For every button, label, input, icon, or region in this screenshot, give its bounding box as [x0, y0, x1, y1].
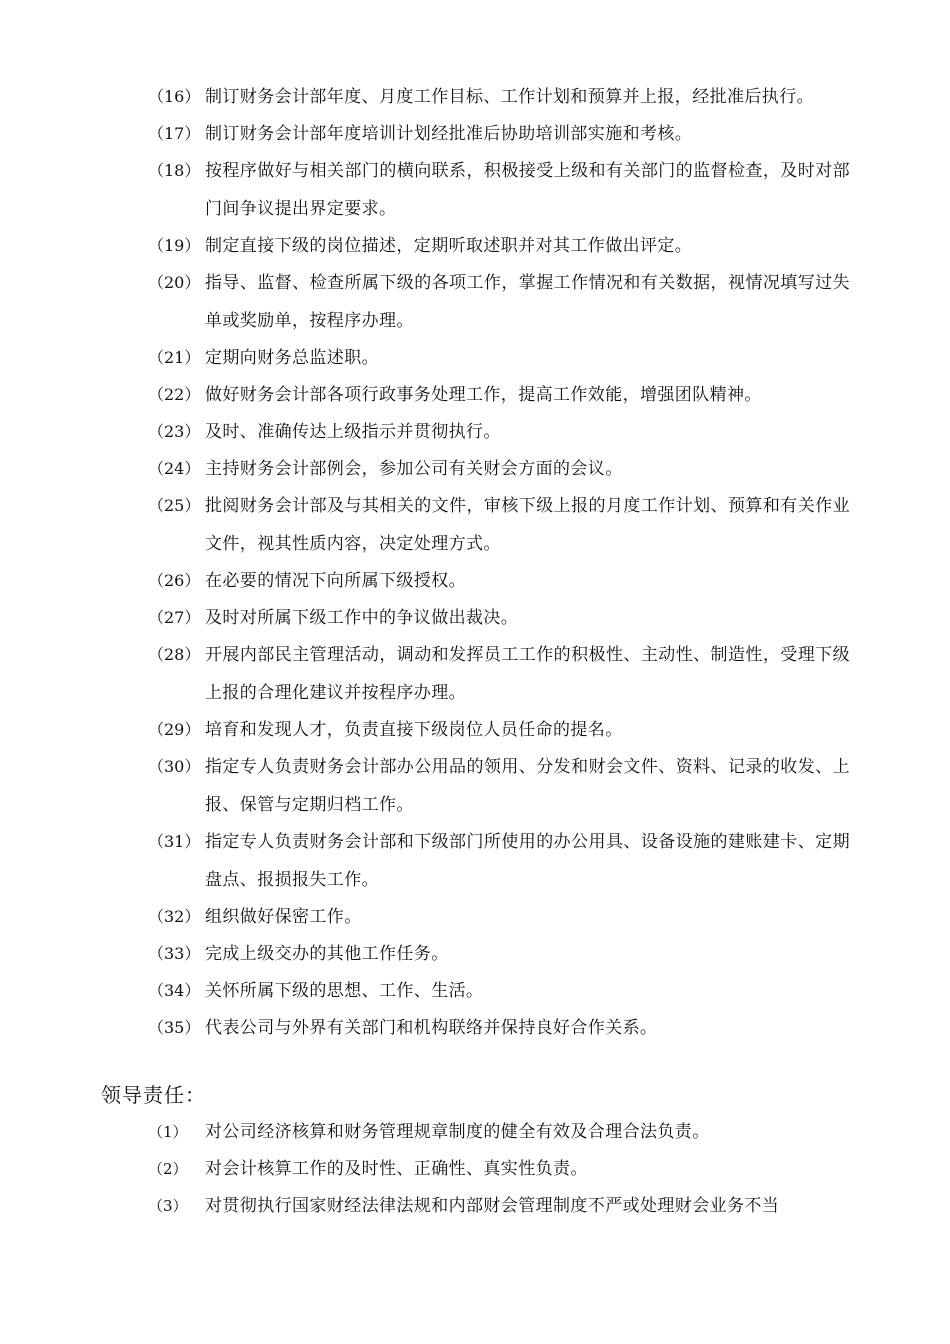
list-item — [148, 898, 850, 936]
item-text: 制定直接下级的岗位描述，定期听取述职并对其工作做出评定。 — [205, 236, 693, 256]
duties-list — [148, 78, 850, 1046]
list-item — [148, 450, 850, 488]
item-text: 制订财务会计部年度培训计划经批准后协助培训部实施和考核。 — [205, 124, 693, 144]
list-item — [148, 1113, 850, 1151]
list-item — [148, 935, 850, 973]
section-heading: 领导责任： — [101, 1083, 206, 1107]
item-number: （30） — [148, 757, 201, 776]
responsibilities-list — [148, 1113, 850, 1224]
list-item — [148, 562, 850, 600]
item-text: 指导、监督、检查所属下级的各项工作，掌握工作情况和有关数据，视情况填写过失单或奖励单，按程序办理。 — [205, 273, 850, 331]
item-text: 及时对所属下级工作中的争议做出裁决。 — [205, 608, 519, 628]
item-number: （28） — [148, 645, 201, 664]
list-item — [148, 339, 850, 377]
item-text: 主持财务会计部例会，参加公司有关财会方面的会议。 — [205, 459, 623, 479]
item-text: 培育和发现人才，负责直接下级岗位人员任命的提名。 — [205, 720, 623, 740]
list-item — [148, 487, 850, 563]
item-number: （34） — [148, 981, 201, 1000]
list-item — [148, 711, 850, 749]
item-number: （20） — [148, 273, 201, 292]
list-item — [148, 115, 850, 153]
item-number: （32） — [148, 907, 201, 926]
item-text: 定期向财务总监述职。 — [205, 348, 379, 368]
list-item — [148, 599, 850, 637]
item-text: 对会计核算工作的及时性、正确性、真实性负责。 — [205, 1159, 588, 1179]
list-item — [148, 152, 850, 228]
list-item — [148, 264, 850, 340]
item-text: 完成上级交办的其他工作任务。 — [205, 944, 449, 964]
item-text: 对公司经济核算和财务管理规章制度的健全有效及合理合法负责。 — [205, 1122, 710, 1142]
item-number: （2） — [148, 1160, 188, 1178]
item-text: 按程序做好与相关部门的横向联系，积极接受上级和有关部门的监督检查，及时对部门间争议提出界定要求。 — [205, 161, 850, 219]
list-item — [148, 1150, 850, 1188]
item-text: 指定专人负责财务会计部办公用品的领用、分发和财会文件、资料、记录的收发、上报、保管与定期归档工作。 — [205, 757, 850, 815]
item-text: 开展内部民主管理活动，调动和发挥员工工作的积极性、主动性、制造性，受理下级上报的合理化建议并按程序办理。 — [205, 645, 850, 703]
item-number: （21） — [148, 348, 201, 367]
item-number: （1） — [148, 1123, 188, 1141]
list-item — [148, 823, 850, 899]
item-number: （31） — [148, 832, 201, 851]
item-text: 组织做好保密工作。 — [205, 907, 362, 927]
list-item — [148, 227, 850, 265]
item-text: 对贯彻执行国家财经法律法规和内部财会管理制度不严或处理财会业务不当 — [205, 1196, 780, 1216]
item-number: （26） — [148, 571, 201, 590]
item-text: 在必要的情况下向所属下级授权。 — [205, 571, 466, 591]
list-item — [148, 1187, 850, 1225]
item-number: （3） — [148, 1197, 188, 1215]
item-number: （18） — [148, 161, 201, 180]
item-number: （27） — [148, 608, 201, 627]
item-number: （17） — [148, 124, 201, 143]
item-number: （16） — [148, 87, 201, 106]
list-item — [148, 748, 850, 824]
list-item — [148, 413, 850, 451]
list-item — [148, 376, 850, 414]
item-text: 批阅财务会计部及与其相关的文件，审核下级上报的月度工作计划、预算和有关作业文件，视其性质内容，决定处理方式。 — [205, 496, 850, 554]
item-number: （25） — [148, 496, 201, 515]
item-text: 指定专人负责财务会计部和下级部门所使用的办公用具、设备设施的建账建卡、定期盘点、报损报失工作。 — [205, 832, 850, 890]
item-text: 制订财务会计部年度、月度工作目标、工作计划和预算并上报，经批准后执行。 — [205, 87, 814, 107]
list-item — [148, 972, 850, 1010]
item-number: （24） — [148, 459, 201, 478]
list-item — [148, 78, 850, 116]
item-text: 关怀所属下级的思想、工作、生活。 — [205, 981, 484, 1001]
item-text: 代表公司与外界有关部门和机构联络并保持良好合作关系。 — [205, 1018, 658, 1038]
item-number: （33） — [148, 944, 201, 963]
item-number: （35） — [148, 1018, 201, 1037]
item-text: 做好财务会计部各项行政事务处理工作，提高工作效能，增强团队精神。 — [205, 385, 762, 405]
item-number: （23） — [148, 422, 201, 441]
list-item — [148, 1009, 850, 1047]
item-number: （19） — [148, 236, 201, 255]
list-item — [148, 636, 850, 712]
item-number: （22） — [148, 385, 201, 404]
item-number: （29） — [148, 720, 201, 739]
item-text: 及时、准确传达上级指示并贯彻执行。 — [205, 422, 501, 442]
